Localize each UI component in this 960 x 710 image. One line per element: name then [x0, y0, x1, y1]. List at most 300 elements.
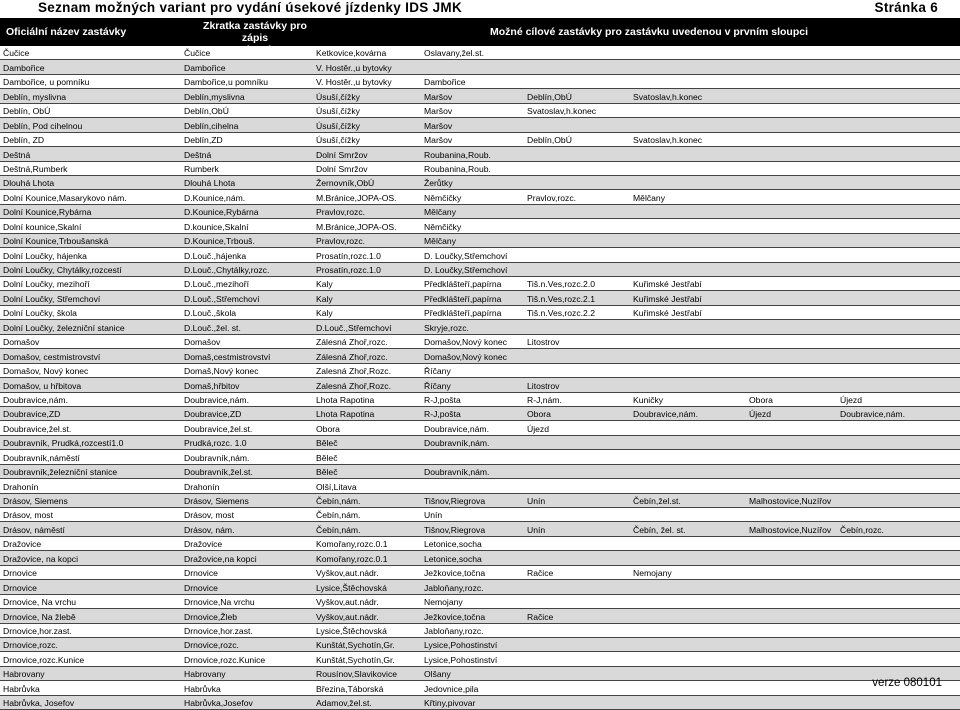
stop-abbreviation-cell: Drnovice,rozc.Kunice: [181, 652, 313, 666]
stop-name-cell: Drnovice,rozc.Kunice: [0, 652, 181, 666]
destination-cell: Rousínov,Slavikovice: [313, 666, 421, 680]
destination-cell: [746, 132, 837, 146]
destination-cell: [837, 565, 932, 579]
destination-cell: [932, 363, 960, 377]
destination-cell: Čebín,nám.: [313, 493, 421, 507]
destination-cell: Tiš.n.Ves,rozc.2.0: [524, 277, 630, 291]
destination-cell: Malhostovice,Nuzířov: [746, 522, 837, 536]
destination-cell: Zálesná Zhoř,rozc.: [313, 334, 421, 348]
stop-abbreviation-cell: Deštná: [181, 147, 313, 161]
destination-cell: [746, 60, 837, 74]
stop-abbreviation-cell: Doubravice,ZD: [181, 406, 313, 420]
stop-name-cell: Domašov: [0, 334, 181, 348]
destination-cell: Olší,Litava: [313, 479, 421, 493]
destination-cell: [932, 392, 960, 406]
destination-cell: [630, 248, 746, 262]
destination-cell: [746, 320, 837, 334]
destination-cell: [932, 175, 960, 189]
destination-cell: [630, 46, 746, 60]
destination-cell: D. Loučky,Střemchoví: [421, 248, 524, 262]
stop-abbreviation-cell: Drahonín: [181, 479, 313, 493]
stop-abbreviation-cell: Drásov, most: [181, 508, 313, 522]
stop-abbreviation-cell: Domaš,Nový konec: [181, 363, 313, 377]
destination-cell: [932, 695, 960, 709]
stop-name-cell: Drahonín: [0, 479, 181, 493]
destination-cell: [746, 421, 837, 435]
destination-cell: [932, 623, 960, 637]
destination-cell: [837, 291, 932, 305]
destination-cell: [524, 363, 630, 377]
stop-name-cell: Dolní Kounice,Masarykovo nám.: [0, 190, 181, 204]
destination-cell: [932, 320, 960, 334]
destination-cell: Újezd: [746, 406, 837, 420]
destination-cell: Lhota Rapotina: [313, 392, 421, 406]
destination-cell: [524, 666, 630, 680]
destination-cell: [630, 652, 746, 666]
destination-cell: Úsuší,čížky: [313, 89, 421, 103]
destination-cell: R-J,pošta: [421, 392, 524, 406]
destination-cell: Pravlov,rozc.: [313, 204, 421, 218]
stop-name-cell: Deblín, ZD: [0, 132, 181, 146]
destination-cell: [837, 551, 932, 565]
table-row: [0, 695, 960, 709]
destination-cell: Litostrov: [524, 334, 630, 348]
destination-cell: Kaly: [313, 277, 421, 291]
destination-cell: Komořany,rozc.0.1: [313, 536, 421, 550]
destination-cell: [630, 450, 746, 464]
destination-cell: Račice: [524, 609, 630, 623]
table-row: [0, 580, 960, 594]
destination-cell: Doubravice,nám.: [421, 421, 524, 435]
destination-cell: [746, 536, 837, 550]
destination-cell: Nemojany: [630, 565, 746, 579]
destination-cell: [746, 190, 837, 204]
destination-cell: Čebín,nám.: [313, 522, 421, 536]
destination-cell: [932, 421, 960, 435]
destination-cell: [932, 551, 960, 565]
destination-cell: [524, 46, 630, 60]
destination-cell: [932, 103, 960, 117]
destination-cell: [630, 103, 746, 117]
header-abbreviation-line1: Zkratka zastávky pro zápis: [203, 20, 307, 44]
destination-cell: [746, 46, 837, 60]
table-row: [0, 118, 960, 132]
table-row: [0, 60, 960, 74]
table-row: [0, 233, 960, 247]
destination-cell: [630, 74, 746, 88]
destination-cell: [746, 204, 837, 218]
destination-cell: [746, 479, 837, 493]
destination-cell: [524, 320, 630, 334]
destination-cell: V. Hostěr.,u bytovky: [313, 60, 421, 74]
destination-cell: [837, 435, 932, 449]
table-row: [0, 666, 960, 680]
table-row: [0, 623, 960, 637]
destination-cell: Dambořice: [421, 74, 524, 88]
stop-name-cell: Dolní Loučky, škola: [0, 305, 181, 319]
destination-cell: [630, 349, 746, 363]
destination-cell: Ketkovice,kovárna: [313, 46, 421, 60]
destination-cell: [630, 147, 746, 161]
table-row: [0, 132, 960, 146]
destination-cell: Obora: [524, 406, 630, 420]
destination-cell: [837, 609, 932, 623]
destination-cell: Újezd: [524, 421, 630, 435]
destination-cell: Březina,Táborská: [313, 681, 421, 695]
destination-cell: [837, 147, 932, 161]
destination-cell: Vyškov,aut.nádr.: [313, 609, 421, 623]
destination-cell: Ježkovice,točna: [421, 565, 524, 579]
destination-cell: [746, 435, 837, 449]
destination-cell: Malhostovice,Nuzířov: [746, 493, 837, 507]
table-row: [0, 551, 960, 565]
stop-abbreviation-cell: Drásov, nám.: [181, 522, 313, 536]
table-row: [0, 363, 960, 377]
stop-abbreviation-cell: D.Kounice,nám.: [181, 190, 313, 204]
destination-cell: [630, 219, 746, 233]
table-row: [0, 479, 960, 493]
stop-name-cell: Dolní Loučky, Střemchoví: [0, 291, 181, 305]
stop-abbreviation-cell: Domašov: [181, 334, 313, 348]
destination-cell: [932, 190, 960, 204]
table-row: [0, 219, 960, 233]
destination-cell: [746, 681, 837, 695]
stop-abbreviation-cell: D.Louč.,hájenka: [181, 248, 313, 262]
destination-cell: Račice: [524, 565, 630, 579]
stop-abbreviation-cell: Habrovany: [181, 666, 313, 680]
stop-abbreviation-cell: Dambořice,u pomníku: [181, 74, 313, 88]
stop-name-cell: Drásov, Siemens: [0, 493, 181, 507]
destination-cell: [932, 248, 960, 262]
stop-name-cell: Dolní kounice,Skalní: [0, 219, 181, 233]
destination-cell: Jabloňany,rozc.: [421, 580, 524, 594]
destination-cell: [524, 623, 630, 637]
destination-cell: [932, 161, 960, 175]
destination-cell: [837, 277, 932, 291]
stop-name-cell: Dolní Loučky, železniční stanice: [0, 320, 181, 334]
destination-cell: Kunštát,Sychotín,Gr.: [313, 637, 421, 651]
table-row: [0, 594, 960, 608]
table-row: [0, 291, 960, 305]
destination-cell: Žerůtky: [421, 175, 524, 189]
stop-name-cell: Deblín, Pod cihelnou: [0, 118, 181, 132]
stop-abbreviation-cell: Doubravice,nám.: [181, 392, 313, 406]
destination-cell: Doubravice,nám.: [630, 406, 746, 420]
destination-cell: [630, 594, 746, 608]
destination-cell: Čebín, žel. st.: [630, 522, 746, 536]
destination-cell: [746, 219, 837, 233]
table-row: [0, 609, 960, 623]
destination-cell: [630, 637, 746, 651]
destination-cell: [932, 406, 960, 420]
destination-cell: [746, 89, 837, 103]
destination-cell: Pravlov,rozc.: [313, 233, 421, 247]
destination-cell: [746, 652, 837, 666]
destination-cell: [630, 320, 746, 334]
destination-cell: [630, 421, 746, 435]
destination-cell: [746, 147, 837, 161]
destination-cell: [524, 435, 630, 449]
destination-cell: [746, 291, 837, 305]
destination-cell: [932, 479, 960, 493]
stop-abbreviation-cell: Dražovice,na kopci: [181, 551, 313, 565]
destination-cell: [837, 60, 932, 74]
destination-cell: [932, 580, 960, 594]
table-row: [0, 320, 960, 334]
destination-cell: Jedovnice,pila: [421, 681, 524, 695]
destination-cell: [630, 334, 746, 348]
destination-cell: [746, 609, 837, 623]
stop-name-cell: Drnovice, Na vrchu: [0, 594, 181, 608]
destination-cell: Běleč: [313, 450, 421, 464]
destination-cell: Ježkovice,točna: [421, 609, 524, 623]
table-row: [0, 161, 960, 175]
destination-cell: Maršov: [421, 132, 524, 146]
destination-cell: [746, 161, 837, 175]
destination-cell: Kuřimské Jestřabí: [630, 305, 746, 319]
destination-cell: Lysice,Štěchovská: [313, 623, 421, 637]
destination-cell: Lhota Rapotina: [313, 406, 421, 420]
stop-name-cell: Dolní Loučky, hájenka: [0, 248, 181, 262]
destination-cell: [932, 277, 960, 291]
table-row: [0, 681, 960, 695]
stop-abbreviation-cell: D.Louč.,žel. st.: [181, 320, 313, 334]
destination-cell: R-J,nám.: [524, 392, 630, 406]
destination-cell: [837, 103, 932, 117]
destination-cell: [932, 565, 960, 579]
stop-abbreviation-cell: Drnovice,Na vrchu: [181, 594, 313, 608]
destination-cell: [837, 580, 932, 594]
table-row: [0, 334, 960, 348]
destination-cell: [630, 681, 746, 695]
destination-cell: [837, 464, 932, 478]
stop-abbreviation-cell: Dlouhá Lhota: [181, 175, 313, 189]
destination-cell: Doubravice,nám.: [837, 406, 932, 420]
stop-abbreviation-cell: Prudká,rozc. 1.0: [181, 435, 313, 449]
destination-cell: [524, 637, 630, 651]
destination-cell: [746, 363, 837, 377]
destination-cell: D. Loučky,Střemchoví: [421, 262, 524, 276]
destination-cell: [524, 147, 630, 161]
table-row: [0, 190, 960, 204]
table-row: [0, 378, 960, 392]
destination-cell: Říčany: [421, 363, 524, 377]
destination-cell: [746, 103, 837, 117]
destination-cell: [630, 623, 746, 637]
stop-abbreviation-cell: Deblín,ObÚ: [181, 103, 313, 117]
destination-cell: [630, 118, 746, 132]
stop-abbreviation-cell: Doubravník,žel.st.: [181, 464, 313, 478]
destination-cell: [932, 60, 960, 74]
stop-name-cell: Habrůvka, Josefov: [0, 695, 181, 709]
destination-cell: Kunštát,Sychotín,Gr.: [313, 652, 421, 666]
destination-cell: [932, 305, 960, 319]
destination-cell: [524, 175, 630, 189]
destination-cell: [932, 637, 960, 651]
destination-cell: [932, 609, 960, 623]
destination-cell: Zálesná Zhoř,rozc.: [313, 349, 421, 363]
destination-cell: [932, 594, 960, 608]
destination-cell: [837, 450, 932, 464]
destination-cell: [746, 118, 837, 132]
destination-cell: [746, 277, 837, 291]
destination-cell: [630, 536, 746, 550]
table-row: [0, 508, 960, 522]
destination-cell: Maršov: [421, 118, 524, 132]
destination-cell: [630, 204, 746, 218]
destination-cell: Obora: [746, 392, 837, 406]
destination-cell: [746, 74, 837, 88]
destination-cell: [932, 89, 960, 103]
stop-abbreviation-cell: Dambořice: [181, 60, 313, 74]
destination-cell: [630, 161, 746, 175]
destination-cell: Letonice,socha: [421, 551, 524, 565]
destination-cell: [932, 536, 960, 550]
destination-cell: [746, 248, 837, 262]
destination-cell: Předklášteří,papírna: [421, 305, 524, 319]
destination-cell: [932, 334, 960, 348]
destination-cell: [630, 479, 746, 493]
destination-cell: Mělčany: [630, 190, 746, 204]
stop-name-cell: Deblín, ObÚ: [0, 103, 181, 117]
destination-cell: Zalesná Zhoř,Rozc.: [313, 378, 421, 392]
destination-cell: [524, 464, 630, 478]
destination-cell: Tiš.n.Ves,rozc.2.1: [524, 291, 630, 305]
destination-cell: [837, 219, 932, 233]
destination-cell: [837, 89, 932, 103]
table-row: [0, 248, 960, 262]
destination-cell: Předklášteří,papírna: [421, 291, 524, 305]
table-row: [0, 450, 960, 464]
destination-cell: Říčany: [421, 378, 524, 392]
destination-cell: Svatoslav,h.konec: [524, 103, 630, 117]
stop-abbreviation-cell: D.Kounice,Rybárna: [181, 204, 313, 218]
stop-abbreviation-cell: Deblín,ZD: [181, 132, 313, 146]
destination-cell: Čebín,rozc.: [837, 522, 932, 536]
page-number: Stránka 6: [874, 0, 938, 15]
stop-abbreviation-cell: Doubravník,nám.: [181, 450, 313, 464]
destination-cell: [932, 378, 960, 392]
stop-name-cell: Doubravice,nám.: [0, 392, 181, 406]
destination-cell: [837, 363, 932, 377]
destination-cell: Komořany,rozc.0.1: [313, 551, 421, 565]
destination-cell: Maršov: [421, 89, 524, 103]
destination-cell: [421, 450, 524, 464]
destination-cell: [932, 464, 960, 478]
destination-cell: [524, 695, 630, 709]
destination-cell: [837, 118, 932, 132]
stop-abbreviation-cell: D.Louč.,škola: [181, 305, 313, 319]
destination-cell: [837, 74, 932, 88]
destination-cell: [932, 219, 960, 233]
stop-name-cell: Dambořice, u pomníku: [0, 74, 181, 88]
destination-cell: Předklášteří,papírna: [421, 277, 524, 291]
destination-cell: Kuřimské Jestřabí: [630, 277, 746, 291]
destination-cell: [837, 652, 932, 666]
stop-name-cell: Drnovice: [0, 565, 181, 579]
destination-cell: [630, 60, 746, 74]
stop-name-cell: Drnovice: [0, 580, 181, 594]
destination-cell: Úsuší,čížky: [313, 103, 421, 117]
stop-abbreviation-cell: Habrůvka: [181, 681, 313, 695]
table-row: [0, 392, 960, 406]
destination-cell: Zalesná Zhoř,Rozc.: [313, 363, 421, 377]
destination-cell: Prosatín,rozc.1.0: [313, 262, 421, 276]
table-row: [0, 652, 960, 666]
destination-cell: [837, 161, 932, 175]
document-title: Seznam možných variant pro vydání úsekové jízdenky IDS JMK: [38, 0, 463, 15]
destination-cell: Unín: [524, 493, 630, 507]
stop-name-cell: Habrůvka: [0, 681, 181, 695]
stop-name-cell: Doubravice,žel.st.: [0, 421, 181, 435]
destination-cell: [524, 652, 630, 666]
destination-cell: Tišnov,Riegrova: [421, 522, 524, 536]
stop-name-cell: Drnovice, Na žlebě: [0, 609, 181, 623]
destination-cell: [630, 464, 746, 478]
table-row: [0, 46, 960, 60]
destination-cell: [932, 349, 960, 363]
stop-abbreviation-cell: D.Louč.,Střemchoví: [181, 291, 313, 305]
stop-abbreviation-cell: Drnovice,rozc.: [181, 637, 313, 651]
stop-abbreviation-cell: Drnovice: [181, 580, 313, 594]
table-row: [0, 349, 960, 363]
destination-cell: Skryje,rozc.: [421, 320, 524, 334]
destination-cell: Doubravník,nám.: [421, 464, 524, 478]
destination-cell: [746, 349, 837, 363]
stop-name-cell: Dlouhá Lhota: [0, 175, 181, 189]
destination-cell: [837, 248, 932, 262]
stop-abbreviation-cell: D.Kounice,Trbouš.: [181, 233, 313, 247]
destination-cell: [524, 349, 630, 363]
destination-cell: [837, 204, 932, 218]
destination-cell: [746, 565, 837, 579]
stop-name-cell: Doubravice,ZD: [0, 406, 181, 420]
stop-name-cell: Dolní Kounice,Trboušanská: [0, 233, 181, 247]
destination-cell: Mělčany: [421, 204, 524, 218]
destination-cell: [837, 334, 932, 348]
destination-cell: [630, 363, 746, 377]
stop-abbreviation-cell: Rumberk: [181, 161, 313, 175]
destination-cell: Mělčany: [421, 233, 524, 247]
destination-cell: M.Bránice,JOPA-OS.: [313, 190, 421, 204]
table-row: [0, 464, 960, 478]
destination-cell: Tišnov,Riegrova: [421, 493, 524, 507]
destination-cell: Tiš.n.Ves,rozc.2.2: [524, 305, 630, 319]
destination-cell: [746, 666, 837, 680]
destination-cell: [630, 233, 746, 247]
destination-cell: [630, 609, 746, 623]
destination-cell: [932, 74, 960, 88]
stop-abbreviation-cell: D.Louč.,mezihoří: [181, 277, 313, 291]
destination-cell: [630, 551, 746, 565]
destination-cell: [746, 580, 837, 594]
destination-cell: [837, 623, 932, 637]
destination-cell: [837, 479, 932, 493]
table-row: [0, 175, 960, 189]
destination-cell: Oslavany,žel.st.: [421, 46, 524, 60]
destination-cell: Deblín,ObÚ: [524, 89, 630, 103]
destination-cell: [630, 435, 746, 449]
destination-cell: V. Hostěr.,u bytovky: [313, 74, 421, 88]
destination-cell: Olšany: [421, 666, 524, 680]
destination-cell: [630, 508, 746, 522]
destination-cell: Němčičky: [421, 219, 524, 233]
stop-name-cell: Doubravník, Prudká,rozcestí1.0: [0, 435, 181, 449]
stop-abbreviation-cell: Drásov, Siemens: [181, 493, 313, 507]
destination-cell: Kaly: [313, 291, 421, 305]
destination-cell: [837, 262, 932, 276]
destination-cell: Adamov,žel.st.: [313, 695, 421, 709]
